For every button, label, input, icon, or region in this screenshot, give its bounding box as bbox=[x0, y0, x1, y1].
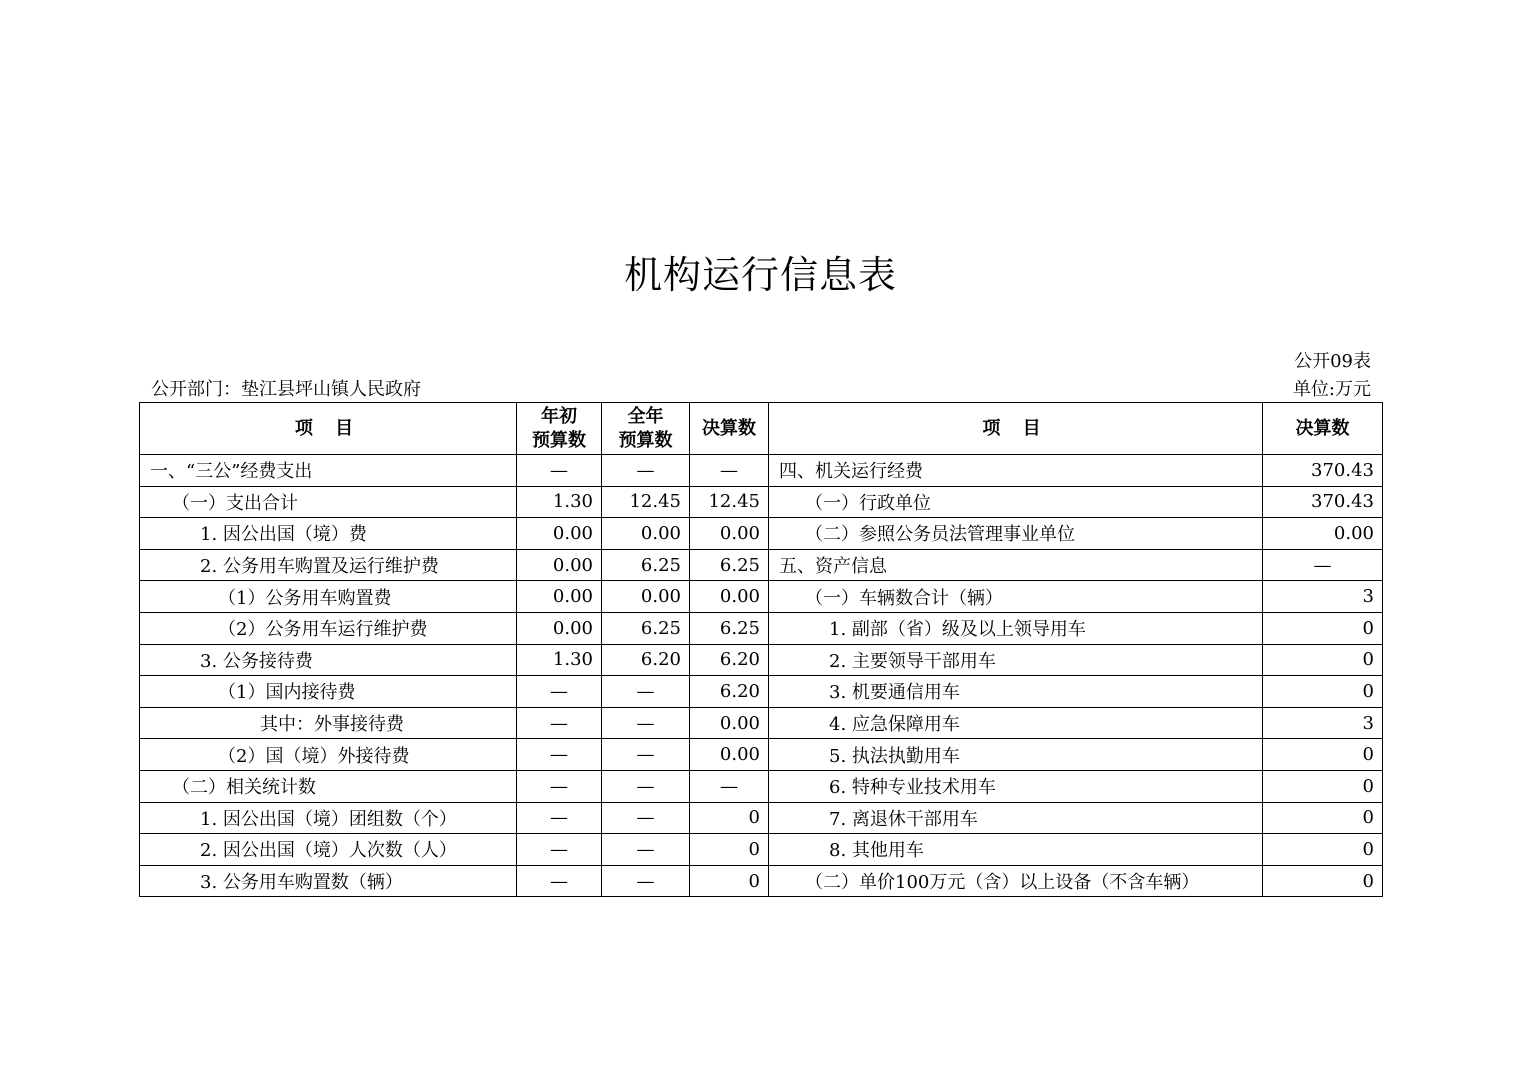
row-annual-budget: — bbox=[602, 865, 690, 897]
table-row bbox=[140, 865, 1383, 897]
row-item-left: 3. 公务用车购置数（辆） bbox=[140, 865, 517, 897]
table-row bbox=[140, 486, 1383, 518]
row-item-right: 2. 主要领导干部用车 bbox=[769, 644, 1263, 676]
row-annual-budget: 12.45 bbox=[602, 486, 690, 518]
header-item-right: 项 目 bbox=[769, 403, 1263, 455]
row-final-account-right: — bbox=[1263, 549, 1383, 581]
row-item-right: 3. 机要通信用车 bbox=[769, 676, 1263, 708]
row-annual-budget: 6.25 bbox=[602, 612, 690, 644]
row-final-account-right: 0 bbox=[1263, 644, 1383, 676]
header-initial-budget: 年初 预算数 bbox=[517, 403, 602, 455]
table-row bbox=[140, 549, 1383, 581]
row-item-right: 6. 特种专业技术用车 bbox=[769, 770, 1263, 802]
row-item-left: 其中：外事接待费 bbox=[140, 707, 517, 739]
table-row bbox=[140, 612, 1383, 644]
row-initial-budget: 0.00 bbox=[517, 612, 602, 644]
row-final-account-right: 0 bbox=[1263, 770, 1383, 802]
row-item-right: （一）行政单位 bbox=[769, 486, 1263, 518]
row-initial-budget: — bbox=[517, 865, 602, 897]
row-final-account: — bbox=[690, 455, 769, 487]
row-annual-budget: 0.00 bbox=[602, 518, 690, 550]
row-annual-budget: — bbox=[602, 676, 690, 708]
table-row bbox=[140, 802, 1383, 834]
row-initial-budget: — bbox=[517, 739, 602, 771]
row-final-account-right: 0 bbox=[1263, 865, 1383, 897]
table-row bbox=[140, 739, 1383, 771]
row-item-right: （二）参照公务员法管理事业单位 bbox=[769, 518, 1263, 550]
row-item-left: 2. 因公出国（境）人次数（人） bbox=[140, 834, 517, 866]
row-initial-budget: 1.30 bbox=[517, 486, 602, 518]
header-item-left: 项 目 bbox=[140, 403, 517, 455]
unit-label: 单位:万元 bbox=[1292, 379, 1371, 400]
header-final-account-right: 决算数 bbox=[1263, 403, 1383, 455]
page-title: 机构运行信息表 bbox=[623, 253, 897, 297]
row-item-left: （2）国（境）外接待费 bbox=[140, 739, 517, 771]
row-final-account-right: 0 bbox=[1263, 676, 1383, 708]
row-item-left: （1）公务用车购置费 bbox=[140, 581, 517, 613]
row-initial-budget: 0.00 bbox=[517, 518, 602, 550]
row-final-account: 12.45 bbox=[690, 486, 769, 518]
department-label: 公开部门：垫江县坪山镇人民政府 bbox=[151, 379, 421, 400]
row-annual-budget: — bbox=[602, 802, 690, 834]
row-final-account: 0 bbox=[690, 834, 769, 866]
row-initial-budget: 1.30 bbox=[517, 644, 602, 676]
row-item-right: 1. 副部（省）级及以上领导用车 bbox=[769, 612, 1263, 644]
row-item-right: 4. 应急保障用车 bbox=[769, 707, 1263, 739]
row-item-left: 1. 因公出国（境）团组数（个） bbox=[140, 802, 517, 834]
row-final-account-right: 370.43 bbox=[1263, 455, 1383, 487]
row-final-account-right: 0.00 bbox=[1263, 518, 1383, 550]
row-item-left: 1. 因公出国（境）费 bbox=[140, 518, 517, 550]
row-initial-budget: — bbox=[517, 770, 602, 802]
info-table bbox=[139, 402, 1383, 897]
table-row bbox=[140, 707, 1383, 739]
table-number: 公开09表 bbox=[1294, 351, 1371, 372]
row-item-left: （2）公务用车运行维护费 bbox=[140, 612, 517, 644]
table-header-row bbox=[140, 403, 1383, 455]
row-initial-budget: — bbox=[517, 676, 602, 708]
table-row bbox=[140, 834, 1383, 866]
row-final-account: 0 bbox=[690, 865, 769, 897]
table-row bbox=[140, 770, 1383, 802]
row-annual-budget: — bbox=[602, 834, 690, 866]
row-item-left: 2. 公务用车购置及运行维护费 bbox=[140, 549, 517, 581]
row-annual-budget: 0.00 bbox=[602, 581, 690, 613]
row-final-account-right: 0 bbox=[1263, 802, 1383, 834]
row-item-left: （1）国内接待费 bbox=[140, 676, 517, 708]
row-initial-budget: — bbox=[517, 455, 602, 487]
row-item-right: 8. 其他用车 bbox=[769, 834, 1263, 866]
row-item-left: 一、“三公”经费支出 bbox=[140, 455, 517, 487]
row-item-left: （一）支出合计 bbox=[140, 486, 517, 518]
row-final-account: 0 bbox=[690, 802, 769, 834]
row-final-account-right: 3 bbox=[1263, 581, 1383, 613]
row-annual-budget: — bbox=[602, 739, 690, 771]
header-final-account: 决算数 bbox=[690, 403, 769, 455]
row-final-account: — bbox=[690, 770, 769, 802]
row-final-account: 6.20 bbox=[690, 644, 769, 676]
row-initial-budget: 0.00 bbox=[517, 581, 602, 613]
row-final-account: 6.25 bbox=[690, 549, 769, 581]
row-final-account: 6.20 bbox=[690, 676, 769, 708]
table-row bbox=[140, 644, 1383, 676]
row-initial-budget: — bbox=[517, 802, 602, 834]
row-final-account-right: 0 bbox=[1263, 612, 1383, 644]
row-item-right: 7. 离退休干部用车 bbox=[769, 802, 1263, 834]
row-final-account-right: 370.43 bbox=[1263, 486, 1383, 518]
row-initial-budget: 0.00 bbox=[517, 549, 602, 581]
row-annual-budget: — bbox=[602, 770, 690, 802]
table-row bbox=[140, 518, 1383, 550]
row-annual-budget: 6.20 bbox=[602, 644, 690, 676]
row-item-right: 四、机关运行经费 bbox=[769, 455, 1263, 487]
table-row bbox=[140, 455, 1383, 487]
row-item-right: （二）单价100万元（含）以上设备（不含车辆） bbox=[769, 865, 1263, 897]
row-item-left: （二）相关统计数 bbox=[140, 770, 517, 802]
row-final-account: 6.25 bbox=[690, 612, 769, 644]
row-final-account-right: 0 bbox=[1263, 739, 1383, 771]
row-final-account: 0.00 bbox=[690, 707, 769, 739]
header-annual-budget: 全年 预算数 bbox=[602, 403, 690, 455]
row-initial-budget: — bbox=[517, 707, 602, 739]
row-final-account: 0.00 bbox=[690, 739, 769, 771]
row-initial-budget: — bbox=[517, 834, 602, 866]
row-final-account-right: 0 bbox=[1263, 834, 1383, 866]
row-item-left: 3. 公务接待费 bbox=[140, 644, 517, 676]
row-final-account: 0.00 bbox=[690, 518, 769, 550]
meta-right bbox=[1293, 348, 1371, 404]
row-annual-budget: — bbox=[602, 707, 690, 739]
table-row bbox=[140, 581, 1383, 613]
row-item-right: 5. 执法执勤用车 bbox=[769, 739, 1263, 771]
row-item-right: 五、资产信息 bbox=[769, 549, 1263, 581]
row-item-right: （一）车辆数合计（辆） bbox=[769, 581, 1263, 613]
row-final-account-right: 3 bbox=[1263, 707, 1383, 739]
row-annual-budget: 6.25 bbox=[602, 549, 690, 581]
table-row bbox=[140, 676, 1383, 708]
row-annual-budget: — bbox=[602, 455, 690, 487]
row-final-account: 0.00 bbox=[690, 581, 769, 613]
